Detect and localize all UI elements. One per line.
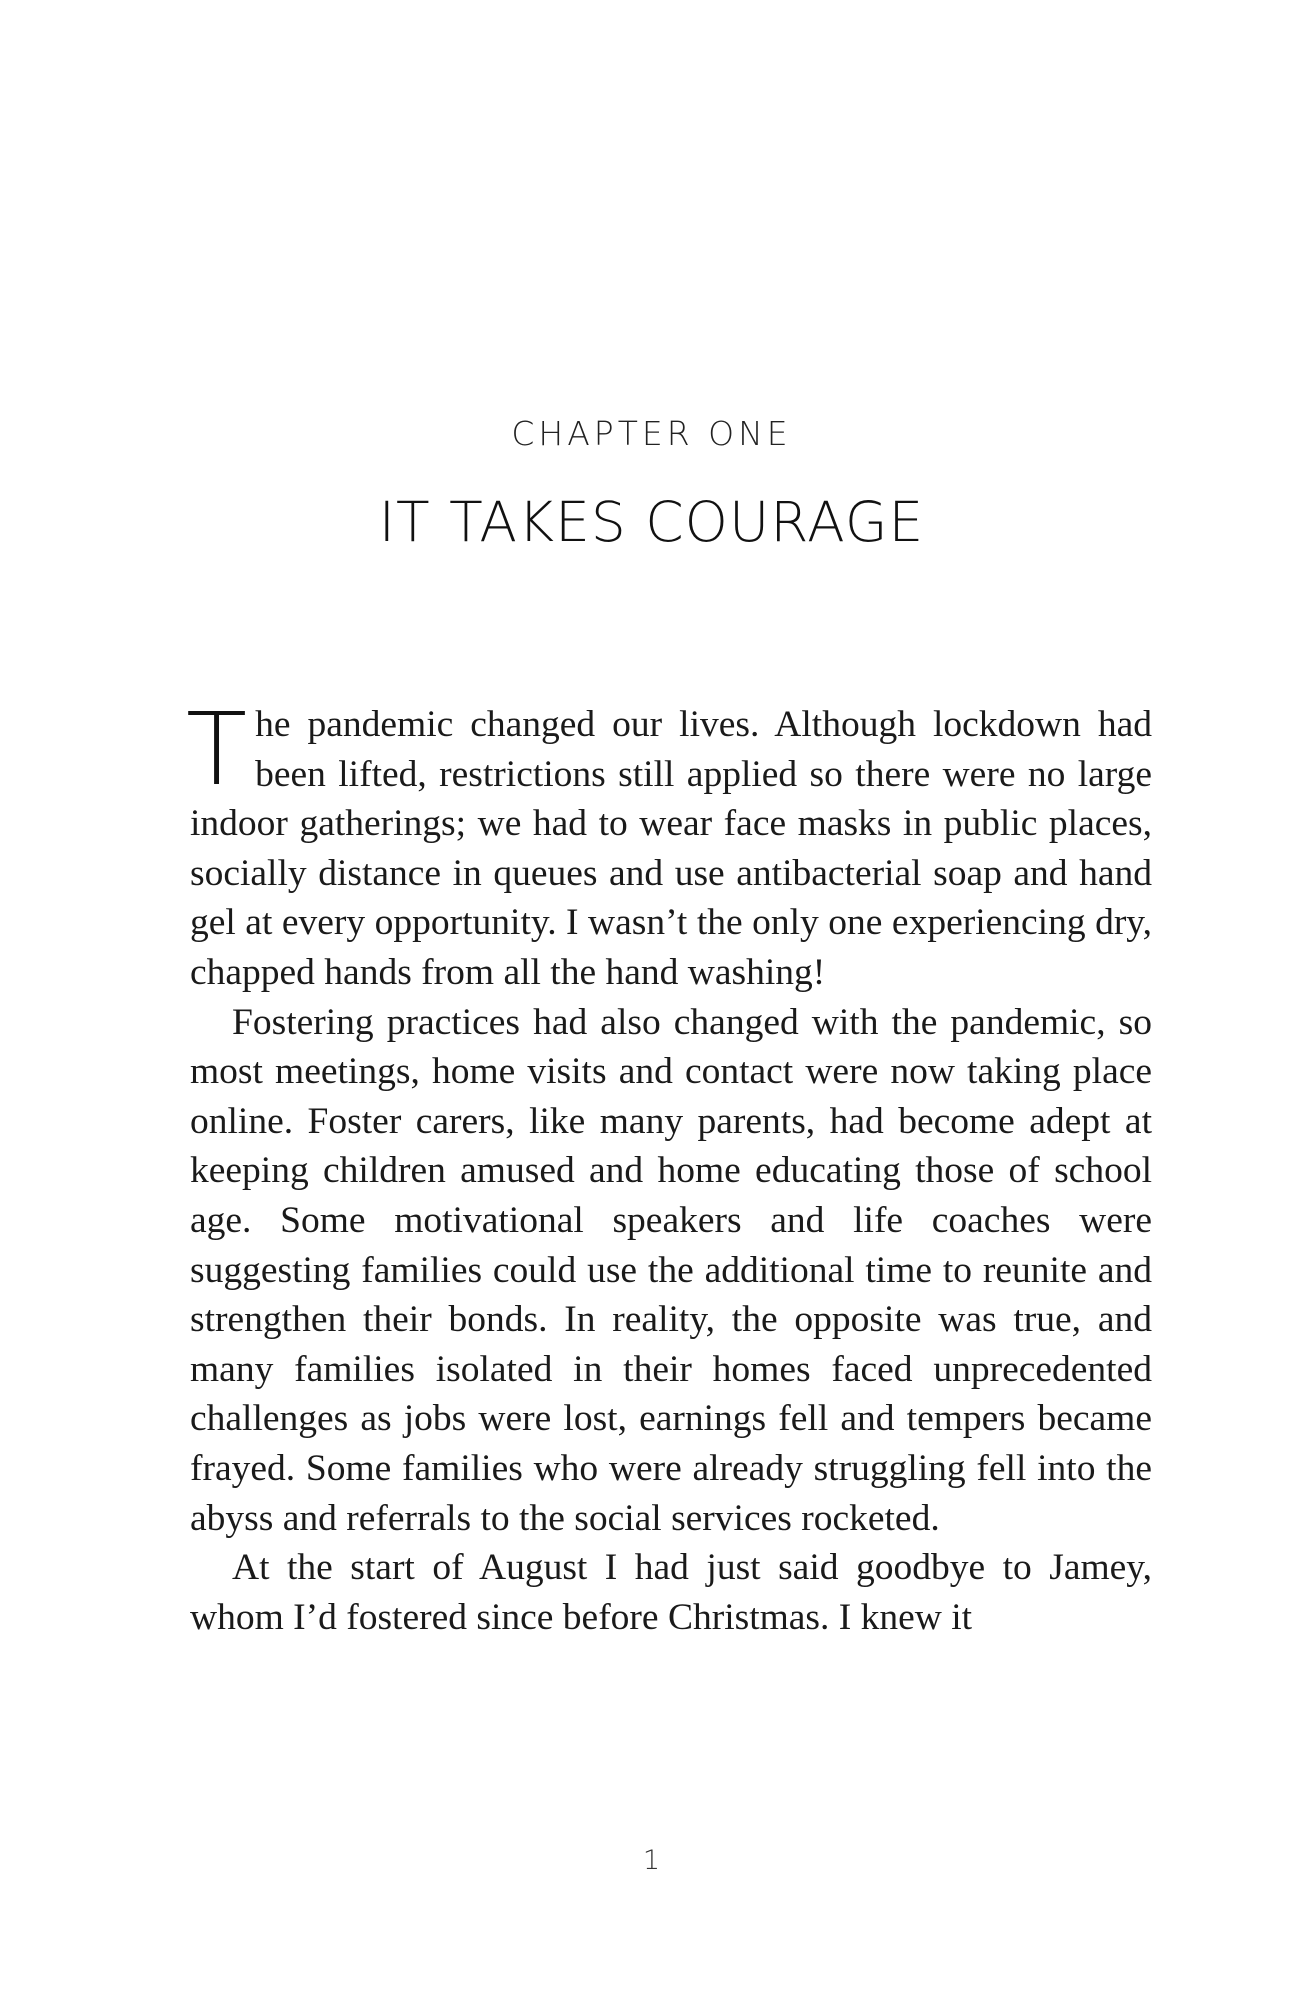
chapter-label: CHAPTER ONE [511, 414, 792, 453]
chapter-body [186, 691, 1152, 1642]
page-number: 1 [642, 1845, 661, 1876]
paragraph-1-text: he pandemic changed our lives. Although lockdown had been lifted, restrictions still applied so there were no large indoor gatherings; we had to wear face masks in public places, socially distance in queues and use antibacterial soap and hand gel at every opportunity. I wasn’t the only one experiencing dry, chapped hands from all the hand washing! [190, 704, 1152, 993]
paragraph-1 [186, 691, 1152, 998]
drop-cap: T [186, 691, 248, 808]
chapter-title: IT TAKES COURAGE [378, 490, 925, 554]
paragraph-3: At the start of August I had just said goodbye to Jamey, whom I’d fostered since before Christmas. I knew it [190, 1547, 1152, 1638]
paragraph-2: Fostering practices had also changed with the pandemic, so most meetings, home visits and contact were now taking place online. Foster carers, like many parents, had become adept at keeping children amused and home educating those of school age. Some motivational speakers and life coaches were suggesting families could use the additional time to reunite and strengthen their bonds. In reality, the opposite was true, and many families isolated in their homes faced unprecedented challenges as jobs were lost, earnings fell and tempers became frayed. Some families who were already struggling fell into the abyss and referrals to the social services rocketed. [190, 1001, 1152, 1539]
